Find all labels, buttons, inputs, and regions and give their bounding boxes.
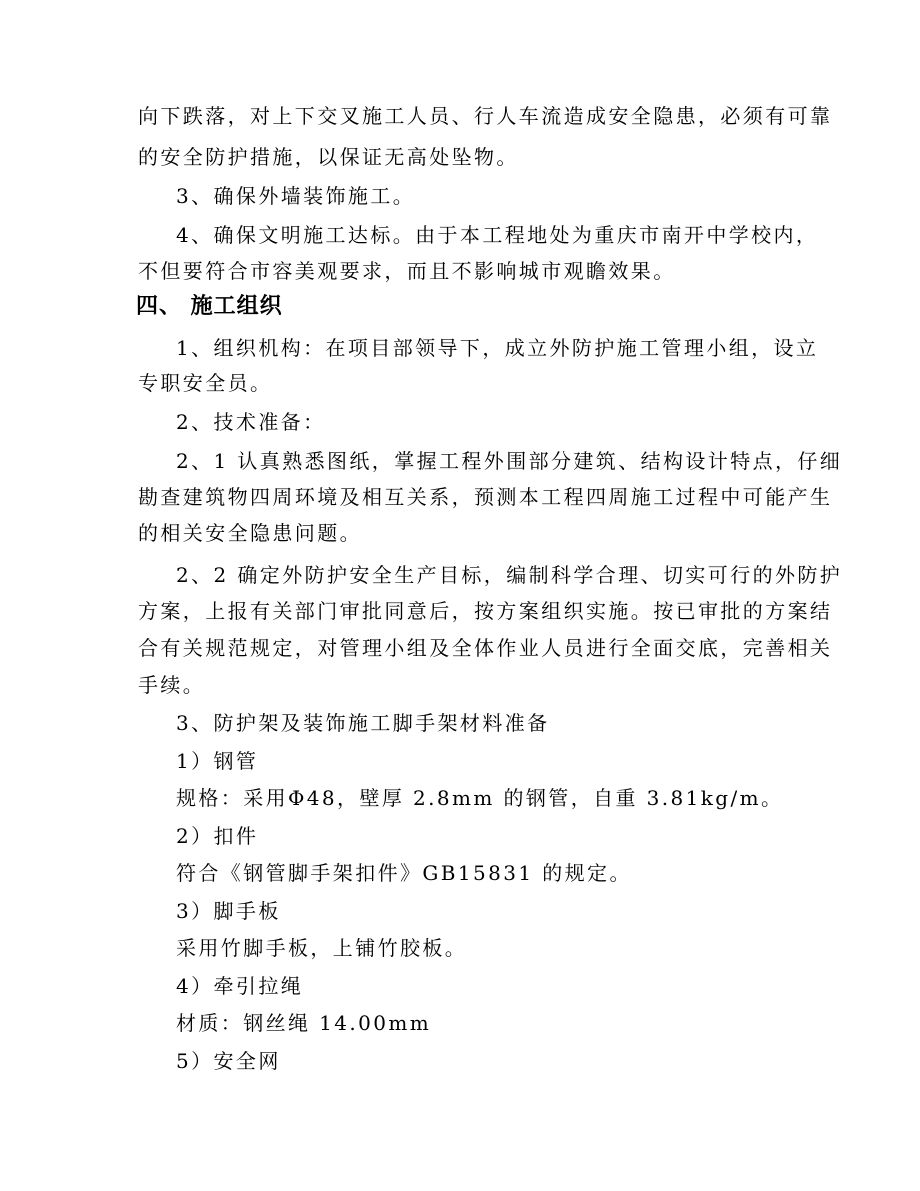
text-line: 勘查建筑物四周环境及相互关系，预测本工程四周施工过程中可能产生 — [138, 485, 833, 509]
text-line: 3）脚手板 — [176, 899, 281, 923]
text-line: 2、技术准备： — [176, 410, 326, 434]
text-line: 手续。 — [138, 673, 206, 697]
text-line: 3、防护架及装饰施工脚手架材料准备 — [176, 711, 550, 735]
text-line: 专职安全员。 — [138, 371, 273, 395]
text-line: 方案，上报有关部门审批同意后，按方案组织实施。按已审批的方案结 — [138, 599, 833, 623]
text-line: 2、1 认真熟悉图纸，掌握工程外围部分建筑、结构设计特点，仔细 — [176, 449, 843, 473]
text-line: 2、2 确定外防护安全生产目标，编制科学合理、切实可行的外防护 — [176, 563, 843, 587]
section-heading: 四、 施工组织 — [136, 294, 283, 319]
text-line: 3、确保外墙装饰施工。 — [176, 184, 416, 208]
text-line: 4、确保文明施工达标。由于本工程地处为重庆市南开中学校内， — [176, 223, 819, 247]
text-line: 的相关安全隐患问题。 — [138, 521, 362, 545]
text-line: 采用竹脚手板，上铺竹胶板。 — [176, 936, 468, 960]
text-line: 不但要符合市容美观要求，而且不影响城市观瞻效果。 — [138, 259, 676, 283]
text-line: 符合《钢管脚手架扣件》GB15831 的规定。 — [176, 861, 632, 885]
text-line: 1、组织机构：在项目部领导下，成立外防护施工管理小组，设立 — [176, 336, 819, 360]
text-line: 5）安全网 — [176, 1049, 281, 1073]
text-line: 材质：钢丝绳 14.00mm — [176, 1011, 432, 1035]
text-line: 2）扣件 — [176, 824, 259, 848]
text-line: 1）钢管 — [176, 749, 259, 773]
text-line: 合有关规范规定，对管理小组及全体作业人员进行全面交底，完善相关 — [138, 636, 833, 660]
text-line: 向下跌落，对上下交叉施工人员、行人车流造成安全隐患，必须有可靠 — [138, 104, 833, 128]
text-line: 规格：采用Φ48，壁厚 2.8mm 的钢管，自重 3.81kg/m。 — [176, 786, 784, 810]
text-line: 4）牵引拉绳 — [176, 974, 304, 998]
text-line: 的安全防护措施，以保证无高处坠物。 — [138, 145, 519, 169]
